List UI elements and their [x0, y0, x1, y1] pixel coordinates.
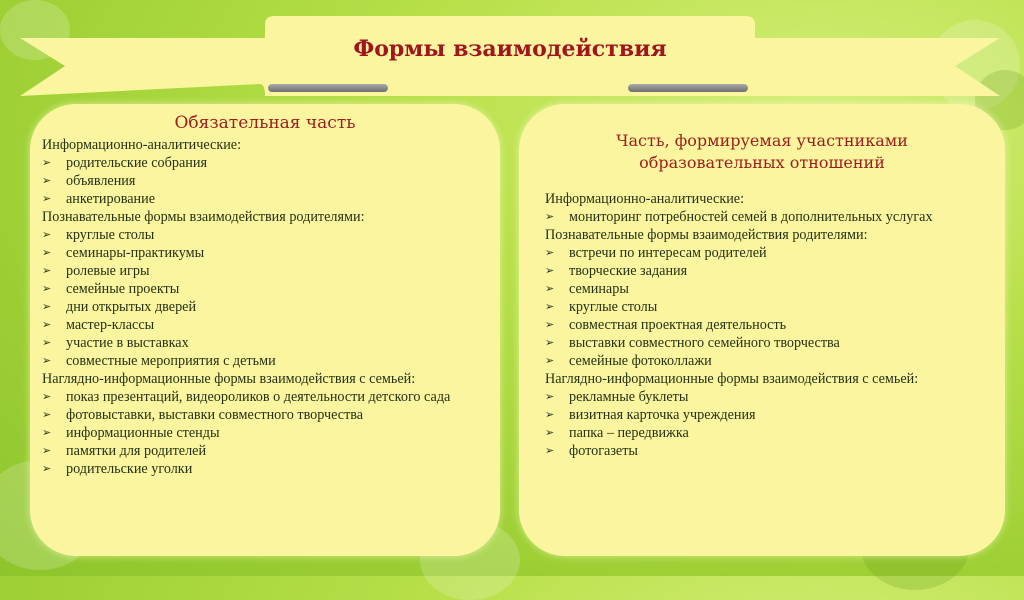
list-item-text: выставки совместного семейного творчества: [569, 335, 840, 351]
list-item: [42, 334, 484, 352]
list-item: [545, 280, 977, 298]
list-item: [545, 352, 977, 370]
bullet-list: [42, 226, 484, 370]
bullet-list: [545, 388, 977, 460]
arrow-bullet-icon: ➢: [42, 462, 52, 475]
group-heading: Наглядно-информационные формы взаимодействия с семьей:: [545, 371, 919, 387]
arrow-bullet-icon: ➢: [42, 354, 52, 367]
list-item-text: семейные фотоколлажи: [569, 353, 712, 369]
list-item-text: анкетирование: [66, 191, 155, 207]
list-item: [42, 442, 484, 460]
list-item-text: круглые столы: [569, 299, 658, 315]
page-title: Формы взаимодействия: [353, 36, 667, 62]
arrow-bullet-icon: ➢: [42, 192, 52, 205]
group-heading: Наглядно-информационные формы взаимодействия с семьей:: [42, 371, 416, 387]
list-item-text: родительские уголки: [66, 461, 193, 477]
group-heading: Познавательные формы взаимодействия родителями:: [42, 209, 365, 225]
list-item: [545, 424, 977, 442]
arrow-bullet-icon: ➢: [545, 210, 555, 223]
list-item: [545, 406, 977, 424]
list-item: [42, 154, 484, 172]
arrow-bullet-icon: ➢: [545, 390, 555, 403]
arrow-bullet-icon: ➢: [545, 426, 555, 439]
list-item-text: творческие задания: [569, 263, 688, 279]
arrow-bullet-icon: ➢: [42, 282, 52, 295]
arrow-bullet-icon: ➢: [545, 246, 555, 259]
arrow-bullet-icon: ➢: [545, 264, 555, 277]
list-item: [42, 190, 484, 208]
list-item: [42, 352, 484, 370]
list-item-text: участие в выставках: [66, 335, 189, 351]
list-item: [545, 316, 977, 334]
list-item: [42, 388, 484, 406]
banner-shadow-right: [628, 84, 748, 92]
list-item: [545, 244, 977, 262]
arrow-bullet-icon: ➢: [545, 300, 555, 313]
arrow-bullet-icon: ➢: [42, 156, 52, 169]
list-item-text: папка – передвижка: [569, 425, 689, 441]
list-item-text: фотовыставки, выставки совместного творчества: [66, 407, 364, 423]
list-item: [42, 406, 484, 424]
arrow-bullet-icon: ➢: [42, 246, 52, 259]
list-item: [42, 424, 484, 442]
list-item-text: совместные мероприятия с детьми: [66, 353, 276, 369]
list-item: [545, 334, 977, 352]
arrow-bullet-icon: ➢: [42, 444, 52, 457]
list-item: [42, 244, 484, 262]
title-banner: [20, 6, 1000, 104]
arrow-bullet-icon: ➢: [42, 390, 52, 403]
list-item: [42, 262, 484, 280]
arrow-bullet-icon: ➢: [42, 318, 52, 331]
arrow-bullet-icon: ➢: [545, 282, 555, 295]
list-item-text: визитная карточка учреждения: [569, 407, 756, 423]
arrow-bullet-icon: ➢: [545, 336, 555, 349]
arrow-bullet-icon: ➢: [42, 264, 52, 277]
arrow-bullet-icon: ➢: [545, 408, 555, 421]
list-item: [545, 208, 977, 226]
list-item-text: совместная проектная деятельность: [569, 317, 787, 333]
arrow-bullet-icon: ➢: [545, 354, 555, 367]
list-item-text: мониторинг потребностей семей в дополнительных услугах: [569, 209, 933, 225]
group-heading: Информационно-аналитические:: [42, 137, 242, 153]
list-item-text: семинары-практикумы: [66, 245, 205, 261]
arrow-bullet-icon: ➢: [42, 336, 52, 349]
list-item: [42, 298, 484, 316]
bullet-list: [545, 244, 977, 370]
panel-heading: Обязательная часть: [174, 113, 356, 133]
list-item-text: ролевые игры: [66, 263, 150, 279]
arrow-bullet-icon: ➢: [42, 300, 52, 313]
list-item-text: семейные проекты: [66, 281, 180, 297]
arrow-bullet-icon: ➢: [545, 444, 555, 457]
list-item-text: дни открытых дверей: [66, 299, 197, 315]
bullet-list: [545, 208, 977, 226]
list-item: [545, 442, 977, 460]
list-item-text: семинары: [569, 281, 629, 297]
list-item-text: памятки для родителей: [66, 443, 207, 459]
list-item-text: рекламные буклеты: [569, 389, 689, 405]
list-item: [545, 298, 977, 316]
list-item: [42, 316, 484, 334]
list-item-text: показ презентаций, видеороликов о деятельности детского сада: [66, 389, 451, 405]
group-heading: Познавательные формы взаимодействия родителями:: [545, 227, 868, 243]
list-item-text: фотогазеты: [569, 443, 638, 459]
list-item-text: круглые столы: [66, 227, 155, 243]
arrow-bullet-icon: ➢: [42, 174, 52, 187]
arrow-bullet-icon: ➢: [545, 318, 555, 331]
arrow-bullet-icon: ➢: [42, 228, 52, 241]
list-item: [42, 280, 484, 298]
list-item: [545, 262, 977, 280]
panel-heading: Часть, формируемая участниками образовательных отношений: [616, 131, 908, 172]
arrow-bullet-icon: ➢: [42, 408, 52, 421]
panel-content: [42, 136, 484, 478]
list-item: [42, 172, 484, 190]
group-heading: Информационно-аналитические:: [545, 191, 745, 207]
list-item-text: информационные стенды: [66, 425, 220, 441]
list-item-text: мастер-классы: [66, 317, 155, 333]
list-item-text: родительские собрания: [66, 155, 207, 171]
bullet-list: [42, 388, 484, 478]
list-item-text: встречи по интересам родителей: [569, 245, 767, 261]
list-item: [42, 226, 484, 244]
bullet-list: [42, 154, 484, 208]
arrow-bullet-icon: ➢: [42, 426, 52, 439]
mandatory-part-panel: [30, 104, 500, 556]
participants-part-panel: [519, 104, 1005, 556]
list-item: [545, 388, 977, 406]
banner-shadow-left: [268, 84, 388, 92]
list-item: [42, 460, 484, 478]
list-item-text: объявления: [66, 173, 136, 189]
panel-content: [545, 190, 977, 460]
